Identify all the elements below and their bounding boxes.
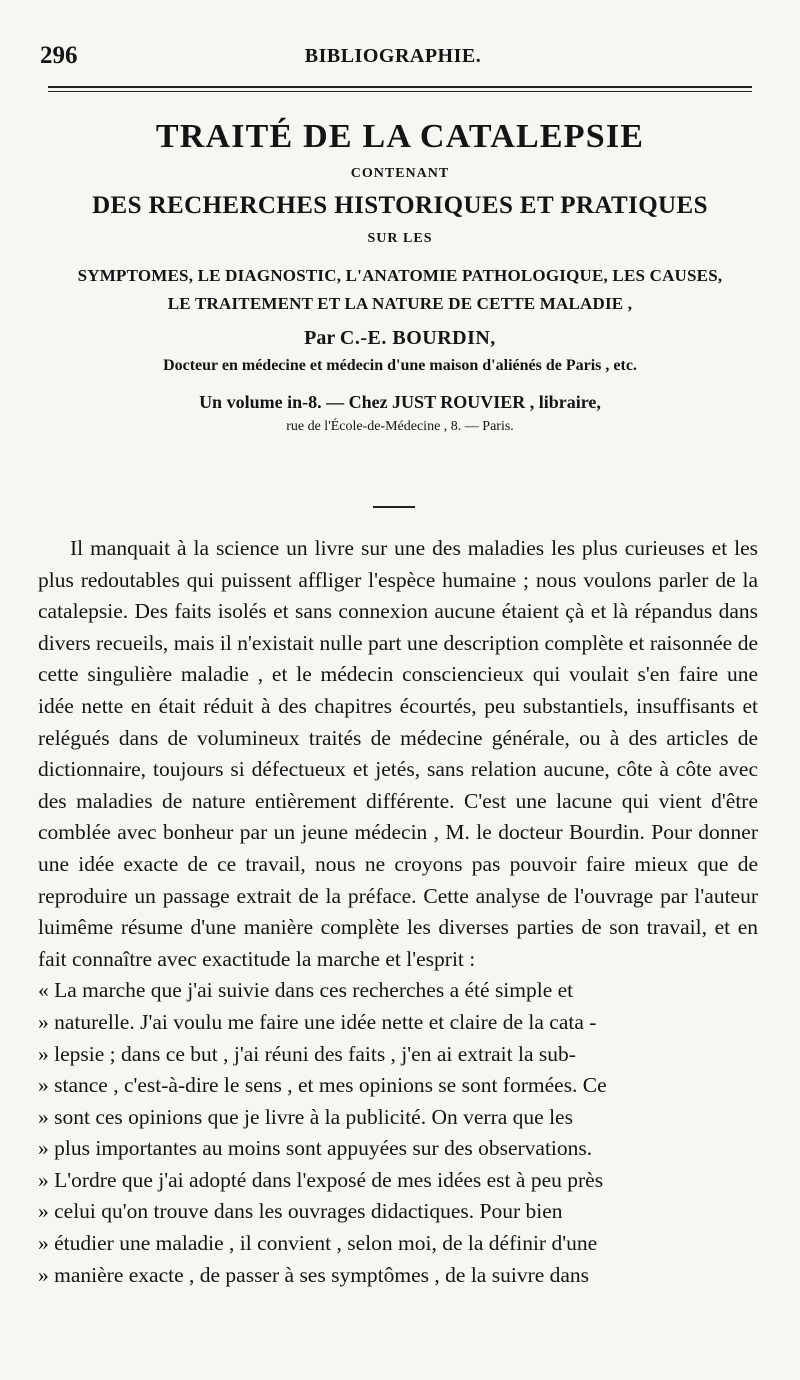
book-title-block <box>40 116 760 438</box>
publisher-address: rue de l'École-de-Médecine , 8. — Paris. <box>286 419 514 434</box>
review-paragraph: Il manquait à la science un livre sur une des maladies les plus curieuses et les plus redoutables qui puissent affliger l'espèce humaine ; nous voulons parler de la catalepsie. Des faits isolés et sans connexion aucune étaient çà et là répandus dans divers recueils, mais il n'existait nulle part une description complète et raisonnée de cette singulière maladie , et le médecin consciencieux qui voulait s'en faire une idée nette en était réduit à des chapitres écourtés, peu substantiels, insuffisants et relégués dans de volumineux traités de médecine générale, ou à des articles de dictionnaire, toujours si défectueux et jetés, sans relation aucune, côte à côte avec des maladies de nature entièrement différente. C'est une lacune qui vient d'être comblée avec bonheur par un jeune médecin , M. le docteur Bourdin. Pour donner une idée exacte de ce travail, nous ne croyons pas pouvoir faire mieux que de reproduire un passage extrait de la préface. Cette analyse de l'ouvrage par l'auteur luimême résume d'une manière complète les diverses parties de son travail, et en fait connaître avec exactitude la marche et l'esprit : <box>38 536 758 971</box>
book-author <box>40 324 760 352</box>
running-head: BIBLIOGRAPHIE. <box>304 45 482 67</box>
header-rule <box>48 86 752 88</box>
book-topics-line-1: SYMPTOMES, LE DIAGNOSTIC, L'ANATOMIE PATHOLOGIQUE, LES CAUSES, <box>77 266 723 285</box>
quote-line: » L'ordre que j'ai adopté dans l'exposé de mes idées est à peu près <box>38 1167 604 1192</box>
quote-line: » étudier une maladie , il convient , selon moi, de la définir d'une <box>38 1231 598 1256</box>
page-header <box>40 42 746 72</box>
book-topics <box>40 262 760 318</box>
quote-line: « La marche que j'ai suivie dans ces recherches a été simple et <box>38 978 574 1003</box>
author-name: C.-E. BOURDIN, <box>339 327 496 349</box>
quote-line: » plus importantes au moins sont appuyées sur des observations. <box>38 1136 593 1161</box>
book-topics-line-2: LE TRAITEMENT ET LA NATURE DE CETTE MALADIE , <box>167 294 633 313</box>
publisher-line: Un volume in-8. — Chez JUST ROUVIER , libraire, <box>199 392 601 412</box>
section-divider <box>373 506 415 508</box>
quote-line: » celui qu'on trouve dans les ouvrages didactiques. Pour bien <box>38 1199 563 1224</box>
quote-line: » lepsie ; dans ce but , j'ai réuni des faits , j'en ai extrait la sub- <box>38 1041 576 1066</box>
preface-quote <box>38 975 758 1291</box>
title-connector-containing: CONTENANT <box>350 166 450 181</box>
author-prefix: Par <box>304 327 335 349</box>
author-credentials: Docteur en médecine et médecin d'une maison d'aliénés de Paris , etc. <box>163 357 637 374</box>
quote-line: » sont ces opinions que je livre à la publicité. On verra que les <box>38 1104 573 1129</box>
book-subtitle: DES RECHERCHES HISTORIQUES ET PRATIQUES <box>92 192 708 219</box>
quote-line: » naturelle. J'ai voulu me faire une idée nette et claire de la cata - <box>38 1009 597 1034</box>
review-body <box>38 533 758 1291</box>
page-number: 296 <box>40 42 78 69</box>
book-title: TRAITÉ DE LA CATALEPSIE <box>155 118 645 155</box>
title-connector-on: SUR LES <box>367 231 433 246</box>
header-rule-secondary <box>48 91 752 92</box>
quote-line: » stance , c'est-à-dire le sens , et mes opinions se sont formées. Ce <box>38 1073 607 1098</box>
quote-line: » manière exacte , de passer à ses symptômes , de la suivre dans <box>38 1262 590 1287</box>
